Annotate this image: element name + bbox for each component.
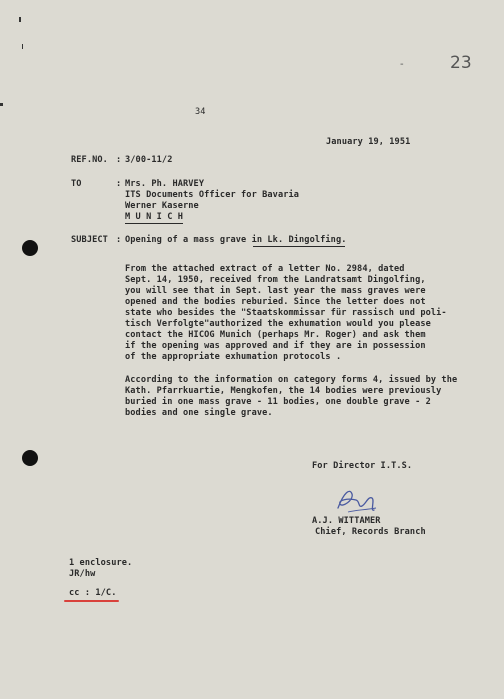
page-number: 23	[450, 53, 472, 73]
ref-sep: :	[116, 155, 122, 165]
signature	[334, 486, 380, 518]
to-line: ITS Documents Officer for Bavaria	[125, 190, 300, 200]
body-line: tisch Verfolgte"authorized the exhumation would you please	[125, 319, 431, 329]
ref-label: REF.NO.	[71, 155, 108, 165]
to-line: M U N I C H	[125, 212, 184, 222]
edge-mark	[19, 17, 21, 22]
body-line: state who besides the "Staatskommissar für rassisch und poli-	[125, 308, 447, 318]
signatory-name: A.J. WITTAMER	[312, 516, 381, 526]
subject-underline	[253, 246, 345, 247]
edge-mark	[0, 103, 3, 106]
to-line: Werner Kaserne	[125, 201, 199, 211]
page-mark-small: -	[400, 59, 404, 70]
typist-initials: JR/hw	[69, 569, 96, 579]
enclosure: 1 enclosure.	[69, 558, 133, 568]
date: January 19, 1951	[326, 137, 411, 147]
punch-hole	[22, 450, 38, 466]
body-line: of the appropriate exhumation protocols .	[125, 352, 342, 362]
signatory-title: Chief, Records Branch	[315, 527, 426, 537]
body-line: Sept. 14, 1950, received from the Landratsamt Dingolfing,	[125, 275, 426, 285]
ref-value: 3/00-11/2	[125, 155, 173, 165]
body-line: buried in one mass grave - 11 bodies, one double grave - 2	[125, 397, 431, 407]
city-underline	[125, 223, 183, 224]
body-line: you will see that in Sept. last year the mass graves were	[125, 286, 426, 296]
closing-for: For Director I.T.S.	[312, 461, 413, 471]
cc-underline	[64, 600, 119, 602]
body-line: Kath. Pfarrkuartie, Mengkofen, the 14 bodies were previously	[125, 386, 442, 396]
body-line: if the opening was approved and if they are in possession	[125, 341, 426, 351]
center-mark: 34	[195, 107, 206, 117]
punch-hole	[22, 240, 38, 256]
to-sep: :	[116, 179, 122, 189]
body-line: According to the information on category forms 4, issued by the	[125, 375, 458, 385]
cc-line: cc : 1/C.	[69, 588, 117, 598]
body-line: opened and the bodies reburied. Since the letter does not	[125, 297, 426, 307]
subject-text: Opening of a mass grave in Lk. Dingolfing.	[125, 235, 347, 245]
body-line: From the attached extract of a letter No. 2984, dated	[125, 264, 405, 274]
to-label: TO	[71, 179, 82, 189]
body-line: bodies and one single grave.	[125, 408, 273, 418]
to-line: Mrs. Ph. HARVEY	[125, 179, 205, 189]
subject-sep: :	[116, 235, 122, 245]
subject-label: SUBJECT	[71, 235, 108, 245]
edge-mark	[22, 44, 23, 49]
body-line: contact the HICOG Munich (perhaps Mr. Roger) and ask them	[125, 330, 426, 340]
